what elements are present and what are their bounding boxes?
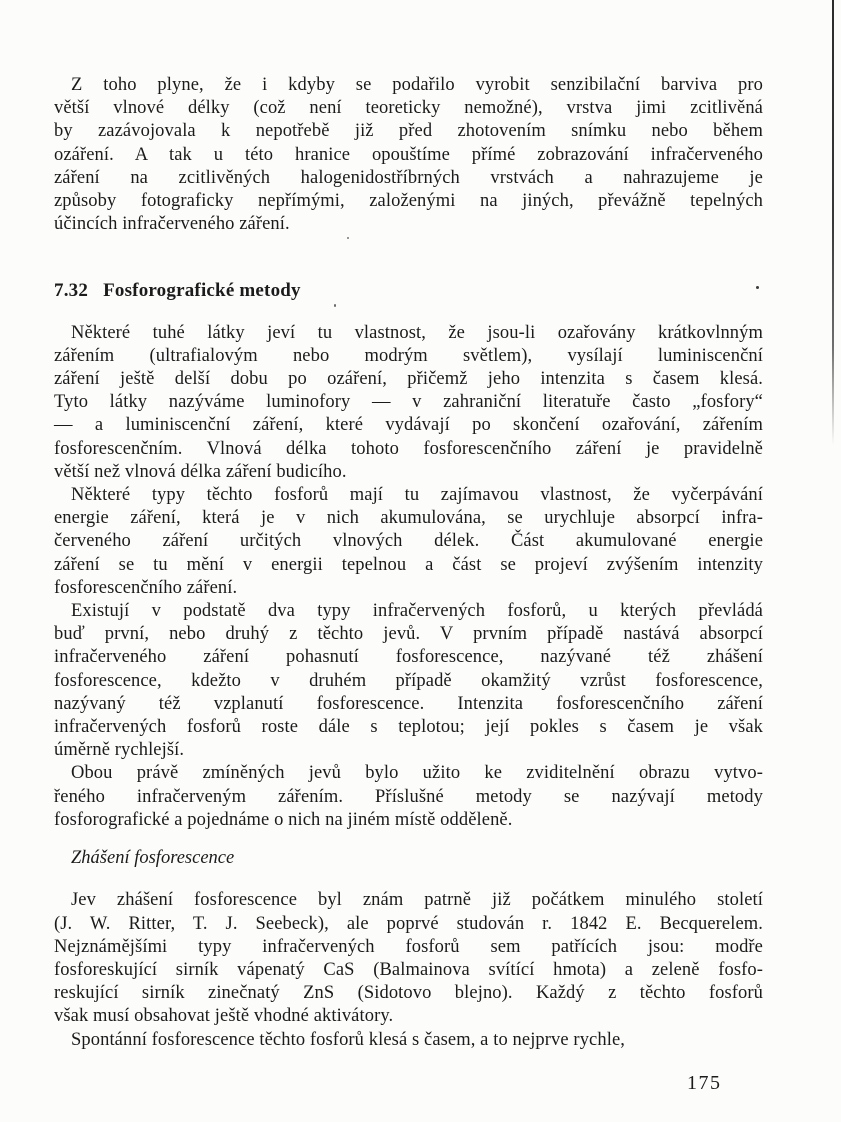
text-line: Tyto látky nazýváme luminofory — v zahraniční literatuře často „fosfory“	[54, 392, 763, 413]
text-line: energie záření, která je v nich akumulována, se urychluje absorpcí infra-	[54, 508, 763, 529]
text-line: buď první, nebo druhý z těchto jevů. V prvním případě nastává absorpcí	[54, 624, 763, 645]
paragraph	[54, 762, 763, 832]
text-line: červeného záření určitých vlnových délek. Část akumulované energie	[54, 531, 763, 552]
text-line: infračervených fosforů roste dále s teplotou; její pokles s časem je však	[54, 717, 763, 738]
text-line: záření se tu mění v energii tepelnou a část se projeví zvýšením intenzity	[54, 554, 763, 575]
text-line: Obou právě zmíněných jevů bylo užito ke zviditelnění obrazu vytvo-	[71, 763, 763, 784]
text-line: (J. W. Ritter, T. J. Seebeck), ale poprvé studován r. 1842 E. Becquerelem.	[54, 913, 763, 934]
section-number: 7.32	[54, 280, 89, 302]
text-line: způsoby fotograficky nepřímými, založenými na jiných, převážně tepelných	[54, 191, 763, 212]
paragraph	[54, 889, 763, 1028]
text-line: větší než vlnová délka záření budicího.	[54, 461, 347, 482]
text-column	[54, 0, 763, 1052]
text-line: záření na zcitlivěných halogenidostříbrných vrstvách a nahrazujeme je	[54, 167, 763, 188]
text-line: Spontánní fosforescence těchto fosforů klesá s časem, a to nejprve rychle,	[71, 1029, 625, 1050]
text-line: infračerveného záření pohasnutí fosforescence, nazývané též zhášení	[54, 647, 763, 668]
section-title: Fosforografické metody	[103, 280, 301, 302]
text-line: by zazávojovala k nepotřebě již před zhotovením snímku nebo během	[54, 121, 763, 142]
text-line: reskující sirník zinečnatý ZnS (Sidotovo blejno). Každý z těchto fosforů	[54, 983, 763, 1004]
text-line: Existují v podstatě dva typy infračervených fosforů, u kterých převládá	[71, 601, 763, 622]
text-line: ozáření. A tak u této hranice opouštíme přímé zobrazování infračerveného	[54, 144, 763, 165]
paragraph	[54, 484, 763, 600]
text-line: — a luminiscenční záření, které vydávají po skončení ozařování, zářením	[54, 415, 763, 436]
text-line: fosforografické a pojednáme o nich na jiném místě odděleně.	[54, 809, 513, 830]
page-number: 175	[687, 1072, 722, 1094]
text-line: fosforescenčního záření.	[54, 577, 238, 598]
text-line: úměrně rychlejší.	[54, 740, 185, 761]
text-line: nazývaný též vzplanutí fosforescence. Intenzita fosforescenčního záření	[54, 693, 763, 714]
text-line: Z toho plyne, že i kdyby se podařilo vyrobit senzibilační barviva pro	[71, 75, 763, 95]
text-line: Nejznámějšími typy infračervených fosforů sem patřících jsou: modře	[54, 936, 763, 957]
text-line: fosforescenčním. Vlnová délka tohoto fosforescenčního záření je pravidelně	[54, 438, 763, 459]
paragraph	[54, 1029, 763, 1052]
text-line: účincích infračerveného záření.	[54, 214, 290, 235]
text-line: fosforescence, kdežto v druhém případě okamžitý vzrůst fosforescence,	[54, 670, 763, 691]
scan-edge-artifact-line	[832, 0, 834, 445]
text-line: však musí obsahovat ještě vhodné aktivátory.	[54, 1006, 394, 1027]
text-line: záření ještě delší dobu po ozáření, přičemž jeho intenzita s časem klesá.	[54, 369, 763, 390]
subsection-heading: Zhášení fosforescence	[71, 848, 235, 869]
text-line: Některé typy těchto fosforů mají tu zajímavou vlastnost, že vyčerpávání	[71, 485, 763, 506]
text-line: Jev zhášení fosforescence byl znám patrně již počátkem minulého století	[71, 890, 763, 911]
section-heading	[54, 279, 763, 302]
text-line: Některé tuhé látky jeví tu vlastnost, že jsou-li ozařovány krátkovlnným	[71, 322, 763, 343]
text-line: řeného infračerveným zářením. Příslušné metody se nazývají metody	[54, 786, 763, 807]
paragraph-intro	[54, 74, 763, 236]
text-line: větší vlnové délky (což není teoreticky nemožné), vrstva jimi zcitlivěná	[54, 98, 763, 119]
paragraph	[54, 322, 763, 484]
text-line: zářením (ultrafialovým nebo modrým světlem), vysílají luminiscenční	[54, 345, 763, 366]
paragraph	[54, 600, 763, 762]
text-line: fosforeskující sirník vápenatý CaS (Balmainova svítící hmota) a zeleně fosfo-	[54, 959, 763, 980]
